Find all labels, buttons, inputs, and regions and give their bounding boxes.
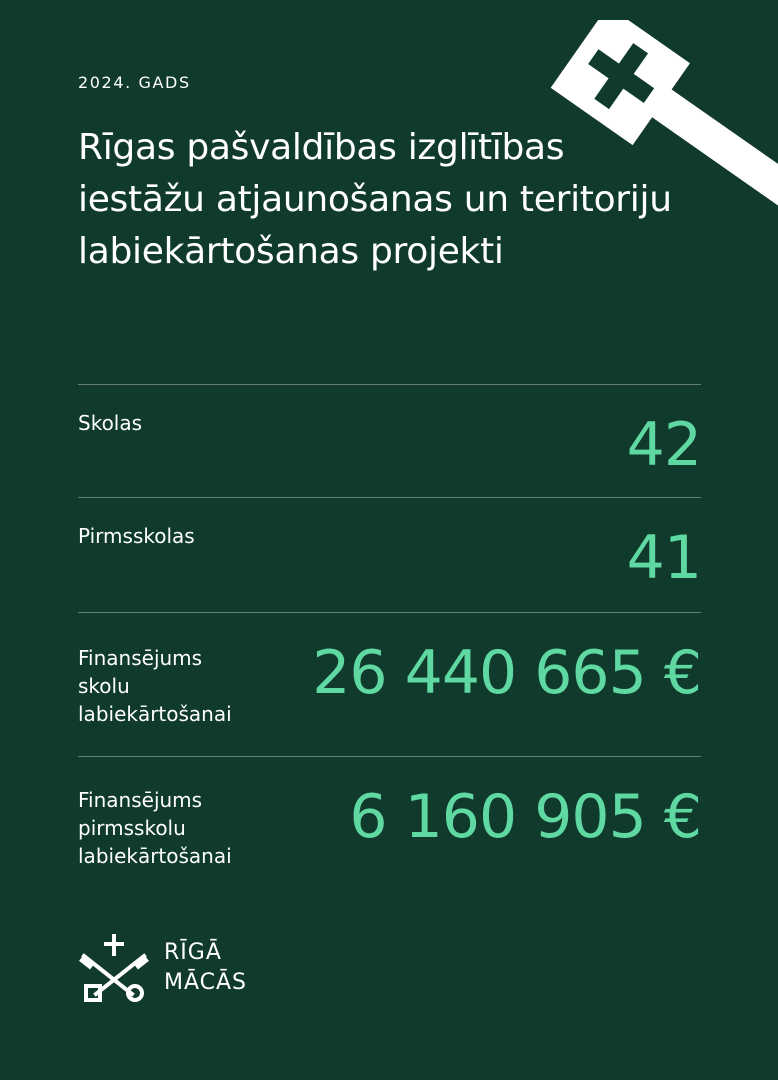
stat-label: Finansējums pirmsskolu labiekārtošanai <box>78 788 232 868</box>
stat-label: Skolas <box>78 411 143 435</box>
logo-line-2: MĀCĀS <box>164 970 248 995</box>
logo-line-1: RĪGĀ <box>164 940 222 965</box>
stat-label: Pirmsskolas <box>78 524 195 548</box>
stat-row-school-funding <box>78 612 701 756</box>
year-label: 2024. GADS <box>78 73 191 92</box>
stat-value: 26 440 665 € <box>312 638 701 708</box>
stats-list <box>78 384 701 886</box>
stat-row-schools <box>78 384 701 497</box>
page-title: Rīgas pašvaldības izglītības iestāžu atjaunošanas un teritoriju labiekārtošanas projekti <box>78 127 672 272</box>
stat-value: 42 <box>626 410 701 480</box>
logo-text <box>164 938 247 998</box>
stat-value: 6 160 905 € <box>349 782 701 852</box>
riga-macas-logo <box>78 932 247 1004</box>
stat-label: Finansējums skolu labiekārtošanai <box>78 646 232 726</box>
stat-row-preschools <box>78 497 701 612</box>
crossed-keys-icon <box>78 932 150 1004</box>
stat-row-preschool-funding <box>78 756 701 886</box>
stat-value: 41 <box>626 523 701 593</box>
